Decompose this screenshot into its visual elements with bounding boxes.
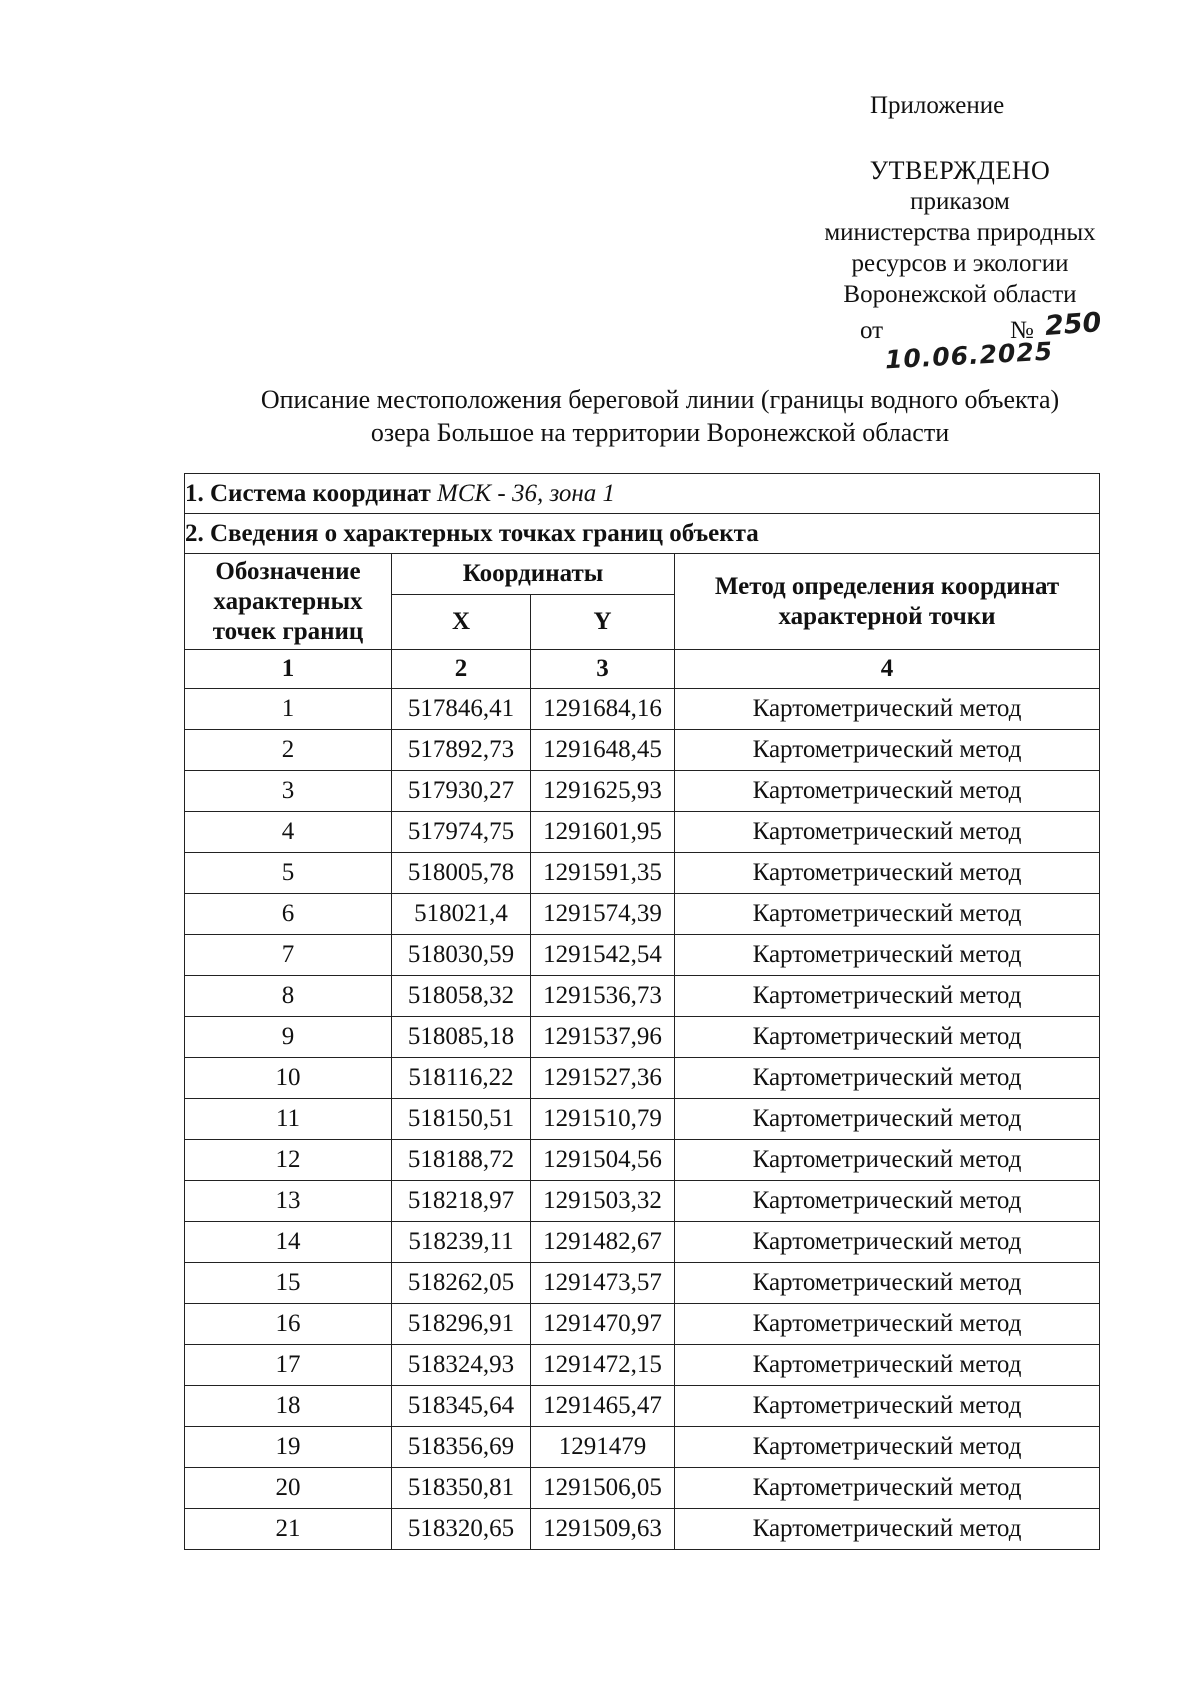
y-coordinate-cell: 1291537,96 — [531, 1017, 675, 1058]
table-row — [185, 1468, 1100, 1509]
coordinate-system-row — [185, 474, 1100, 514]
table-row — [185, 1017, 1100, 1058]
method-cell: Картометрический метод — [675, 812, 1100, 853]
method-cell: Картометрический метод — [675, 1017, 1100, 1058]
y-coordinate-cell: 1291601,95 — [531, 812, 675, 853]
y-coordinate-cell: 1291684,16 — [531, 689, 675, 730]
table-row — [185, 1509, 1100, 1550]
column-number: 4 — [675, 650, 1100, 689]
x-coordinate-cell: 518116,22 — [392, 1058, 531, 1099]
annex-label: Приложение — [870, 92, 1005, 119]
table-header-row — [185, 554, 1100, 595]
table-row — [185, 853, 1100, 894]
point-cell: 5 — [185, 853, 392, 894]
method-cell: Картометрический метод — [675, 1140, 1100, 1181]
point-cell: 20 — [185, 1468, 392, 1509]
col-point-header: Обозначение характерных точек границ — [185, 554, 392, 650]
x-coordinate-cell: 517974,75 — [392, 812, 531, 853]
table-row — [185, 1099, 1100, 1140]
approval-line: министерства природных — [824, 219, 1096, 246]
y-coordinate-cell: 1291536,73 — [531, 976, 675, 1017]
table-row — [185, 771, 1100, 812]
col-x-header: X — [392, 595, 531, 650]
approval-block — [770, 155, 1150, 310]
approval-line: ресурсов и экологии — [851, 250, 1069, 277]
point-cell: 14 — [185, 1222, 392, 1263]
y-coordinate-cell: 1291470,97 — [531, 1304, 675, 1345]
point-cell: 8 — [185, 976, 392, 1017]
method-cell: Картометрический метод — [675, 1099, 1100, 1140]
y-coordinate-cell: 1291479 — [531, 1427, 675, 1468]
table-row — [185, 976, 1100, 1017]
y-coordinate-cell: 1291648,45 — [531, 730, 675, 771]
y-coordinate-cell: 1291465,47 — [531, 1386, 675, 1427]
table-row — [185, 935, 1100, 976]
x-coordinate-cell: 518356,69 — [392, 1427, 531, 1468]
point-cell: 6 — [185, 894, 392, 935]
y-coordinate-cell: 1291482,67 — [531, 1222, 675, 1263]
column-number: 1 — [185, 650, 392, 689]
x-coordinate-cell: 518262,05 — [392, 1263, 531, 1304]
table-row — [185, 1222, 1100, 1263]
handwritten-number: 250 — [1043, 307, 1103, 342]
point-cell: 18 — [185, 1386, 392, 1427]
table-row — [185, 730, 1100, 771]
y-coordinate-cell: 1291509,63 — [531, 1509, 675, 1550]
title-line-1: Описание местоположения береговой линии (границы водного объекта) — [260, 385, 1060, 414]
x-coordinate-cell: 518239,11 — [392, 1222, 531, 1263]
y-coordinate-cell: 1291473,57 — [531, 1263, 675, 1304]
order-date-number — [860, 307, 1120, 375]
approval-line: приказом — [910, 188, 1010, 215]
y-coordinate-cell: 1291472,15 — [531, 1345, 675, 1386]
method-cell: Картометрический метод — [675, 935, 1100, 976]
method-cell: Картометрический метод — [675, 1427, 1100, 1468]
col-coords-header: Координаты — [392, 554, 675, 595]
table-row — [185, 1345, 1100, 1386]
coordinate-system-cell — [185, 474, 1100, 514]
table-row — [185, 1427, 1100, 1468]
from-label: от — [860, 317, 884, 344]
y-coordinate-cell: 1291542,54 — [531, 935, 675, 976]
x-coordinate-cell: 517846,41 — [392, 689, 531, 730]
point-cell: 3 — [185, 771, 392, 812]
x-coordinate-cell: 518320,65 — [392, 1509, 531, 1550]
point-cell: 1 — [185, 689, 392, 730]
method-cell: Картометрический метод — [675, 1509, 1100, 1550]
y-coordinate-cell: 1291574,39 — [531, 894, 675, 935]
point-cell: 11 — [185, 1099, 392, 1140]
method-cell: Картометрический метод — [675, 1304, 1100, 1345]
y-coordinate-cell: 1291506,05 — [531, 1468, 675, 1509]
coordinate-system-label: 1. Система координат — [185, 479, 431, 507]
method-cell: Картометрический метод — [675, 689, 1100, 730]
y-coordinate-cell: 1291527,36 — [531, 1058, 675, 1099]
point-cell: 17 — [185, 1345, 392, 1386]
y-coordinate-cell: 1291625,93 — [531, 771, 675, 812]
coordinate-system-value: МСК - 36, зона 1 — [437, 479, 616, 507]
points-info-row — [185, 514, 1100, 554]
x-coordinate-cell: 518030,59 — [392, 935, 531, 976]
y-coordinate-cell: 1291503,32 — [531, 1181, 675, 1222]
document-title — [200, 383, 1120, 449]
point-cell: 9 — [185, 1017, 392, 1058]
column-number: 2 — [392, 650, 531, 689]
method-cell: Картометрический метод — [675, 1386, 1100, 1427]
point-cell: 16 — [185, 1304, 392, 1345]
point-cell: 2 — [185, 730, 392, 771]
x-coordinate-cell: 518350,81 — [392, 1468, 531, 1509]
x-coordinate-cell: 518218,97 — [392, 1181, 531, 1222]
points-info-cell: 2. Сведения о характерных точках границ объекта — [185, 514, 1100, 554]
column-number: 3 — [531, 650, 675, 689]
x-coordinate-cell: 518296,91 — [392, 1304, 531, 1345]
col-method-header: Метод определения координат характерной точки — [675, 554, 1100, 650]
column-number-row — [185, 650, 1100, 689]
number-label: № — [1010, 317, 1034, 344]
method-cell: Картометрический метод — [675, 1263, 1100, 1304]
method-cell: Картометрический метод — [675, 853, 1100, 894]
y-coordinate-cell: 1291591,35 — [531, 853, 675, 894]
method-cell: Картометрический метод — [675, 1468, 1100, 1509]
point-cell: 15 — [185, 1263, 392, 1304]
point-cell: 4 — [185, 812, 392, 853]
handwritten-date: 10.06.2025 — [884, 336, 1054, 375]
boundary-points-table — [184, 473, 1100, 1550]
y-coordinate-cell: 1291504,56 — [531, 1140, 675, 1181]
table-row — [185, 1181, 1100, 1222]
method-cell: Картометрический метод — [675, 771, 1100, 812]
approval-line: Воронежской области — [843, 281, 1077, 308]
point-cell: 10 — [185, 1058, 392, 1099]
x-coordinate-cell: 518005,78 — [392, 853, 531, 894]
method-cell: Картометрический метод — [675, 894, 1100, 935]
table-row — [185, 812, 1100, 853]
table-row — [185, 1304, 1100, 1345]
x-coordinate-cell: 518150,51 — [392, 1099, 531, 1140]
method-cell: Картометрический метод — [675, 1345, 1100, 1386]
points-table-wrapper — [184, 473, 1099, 1550]
table-row — [185, 1386, 1100, 1427]
point-cell: 21 — [185, 1509, 392, 1550]
method-cell: Картометрический метод — [675, 976, 1100, 1017]
table-row — [185, 689, 1100, 730]
x-coordinate-cell: 518085,18 — [392, 1017, 531, 1058]
table-row — [185, 1263, 1100, 1304]
method-cell: Картометрический метод — [675, 730, 1100, 771]
approved-stamp-text: УТВЕРЖДЕНО — [869, 156, 1051, 185]
x-coordinate-cell: 517892,73 — [392, 730, 531, 771]
x-coordinate-cell: 518345,64 — [392, 1386, 531, 1427]
point-cell: 7 — [185, 935, 392, 976]
col-y-header: Y — [531, 595, 675, 650]
method-cell: Картометрический метод — [675, 1058, 1100, 1099]
x-coordinate-cell: 518324,93 — [392, 1345, 531, 1386]
x-coordinate-cell: 518058,32 — [392, 976, 531, 1017]
x-coordinate-cell: 517930,27 — [392, 771, 531, 812]
title-line-2: озера Большое на территории Воронежской области — [370, 418, 950, 447]
point-cell: 12 — [185, 1140, 392, 1181]
x-coordinate-cell: 518021,4 — [392, 894, 531, 935]
method-cell: Картометрический метод — [675, 1222, 1100, 1263]
y-coordinate-cell: 1291510,79 — [531, 1099, 675, 1140]
point-cell: 13 — [185, 1181, 392, 1222]
point-cell: 19 — [185, 1427, 392, 1468]
x-coordinate-cell: 518188,72 — [392, 1140, 531, 1181]
table-row — [185, 1058, 1100, 1099]
method-cell: Картометрический метод — [675, 1181, 1100, 1222]
table-row — [185, 894, 1100, 935]
table-row — [185, 1140, 1100, 1181]
